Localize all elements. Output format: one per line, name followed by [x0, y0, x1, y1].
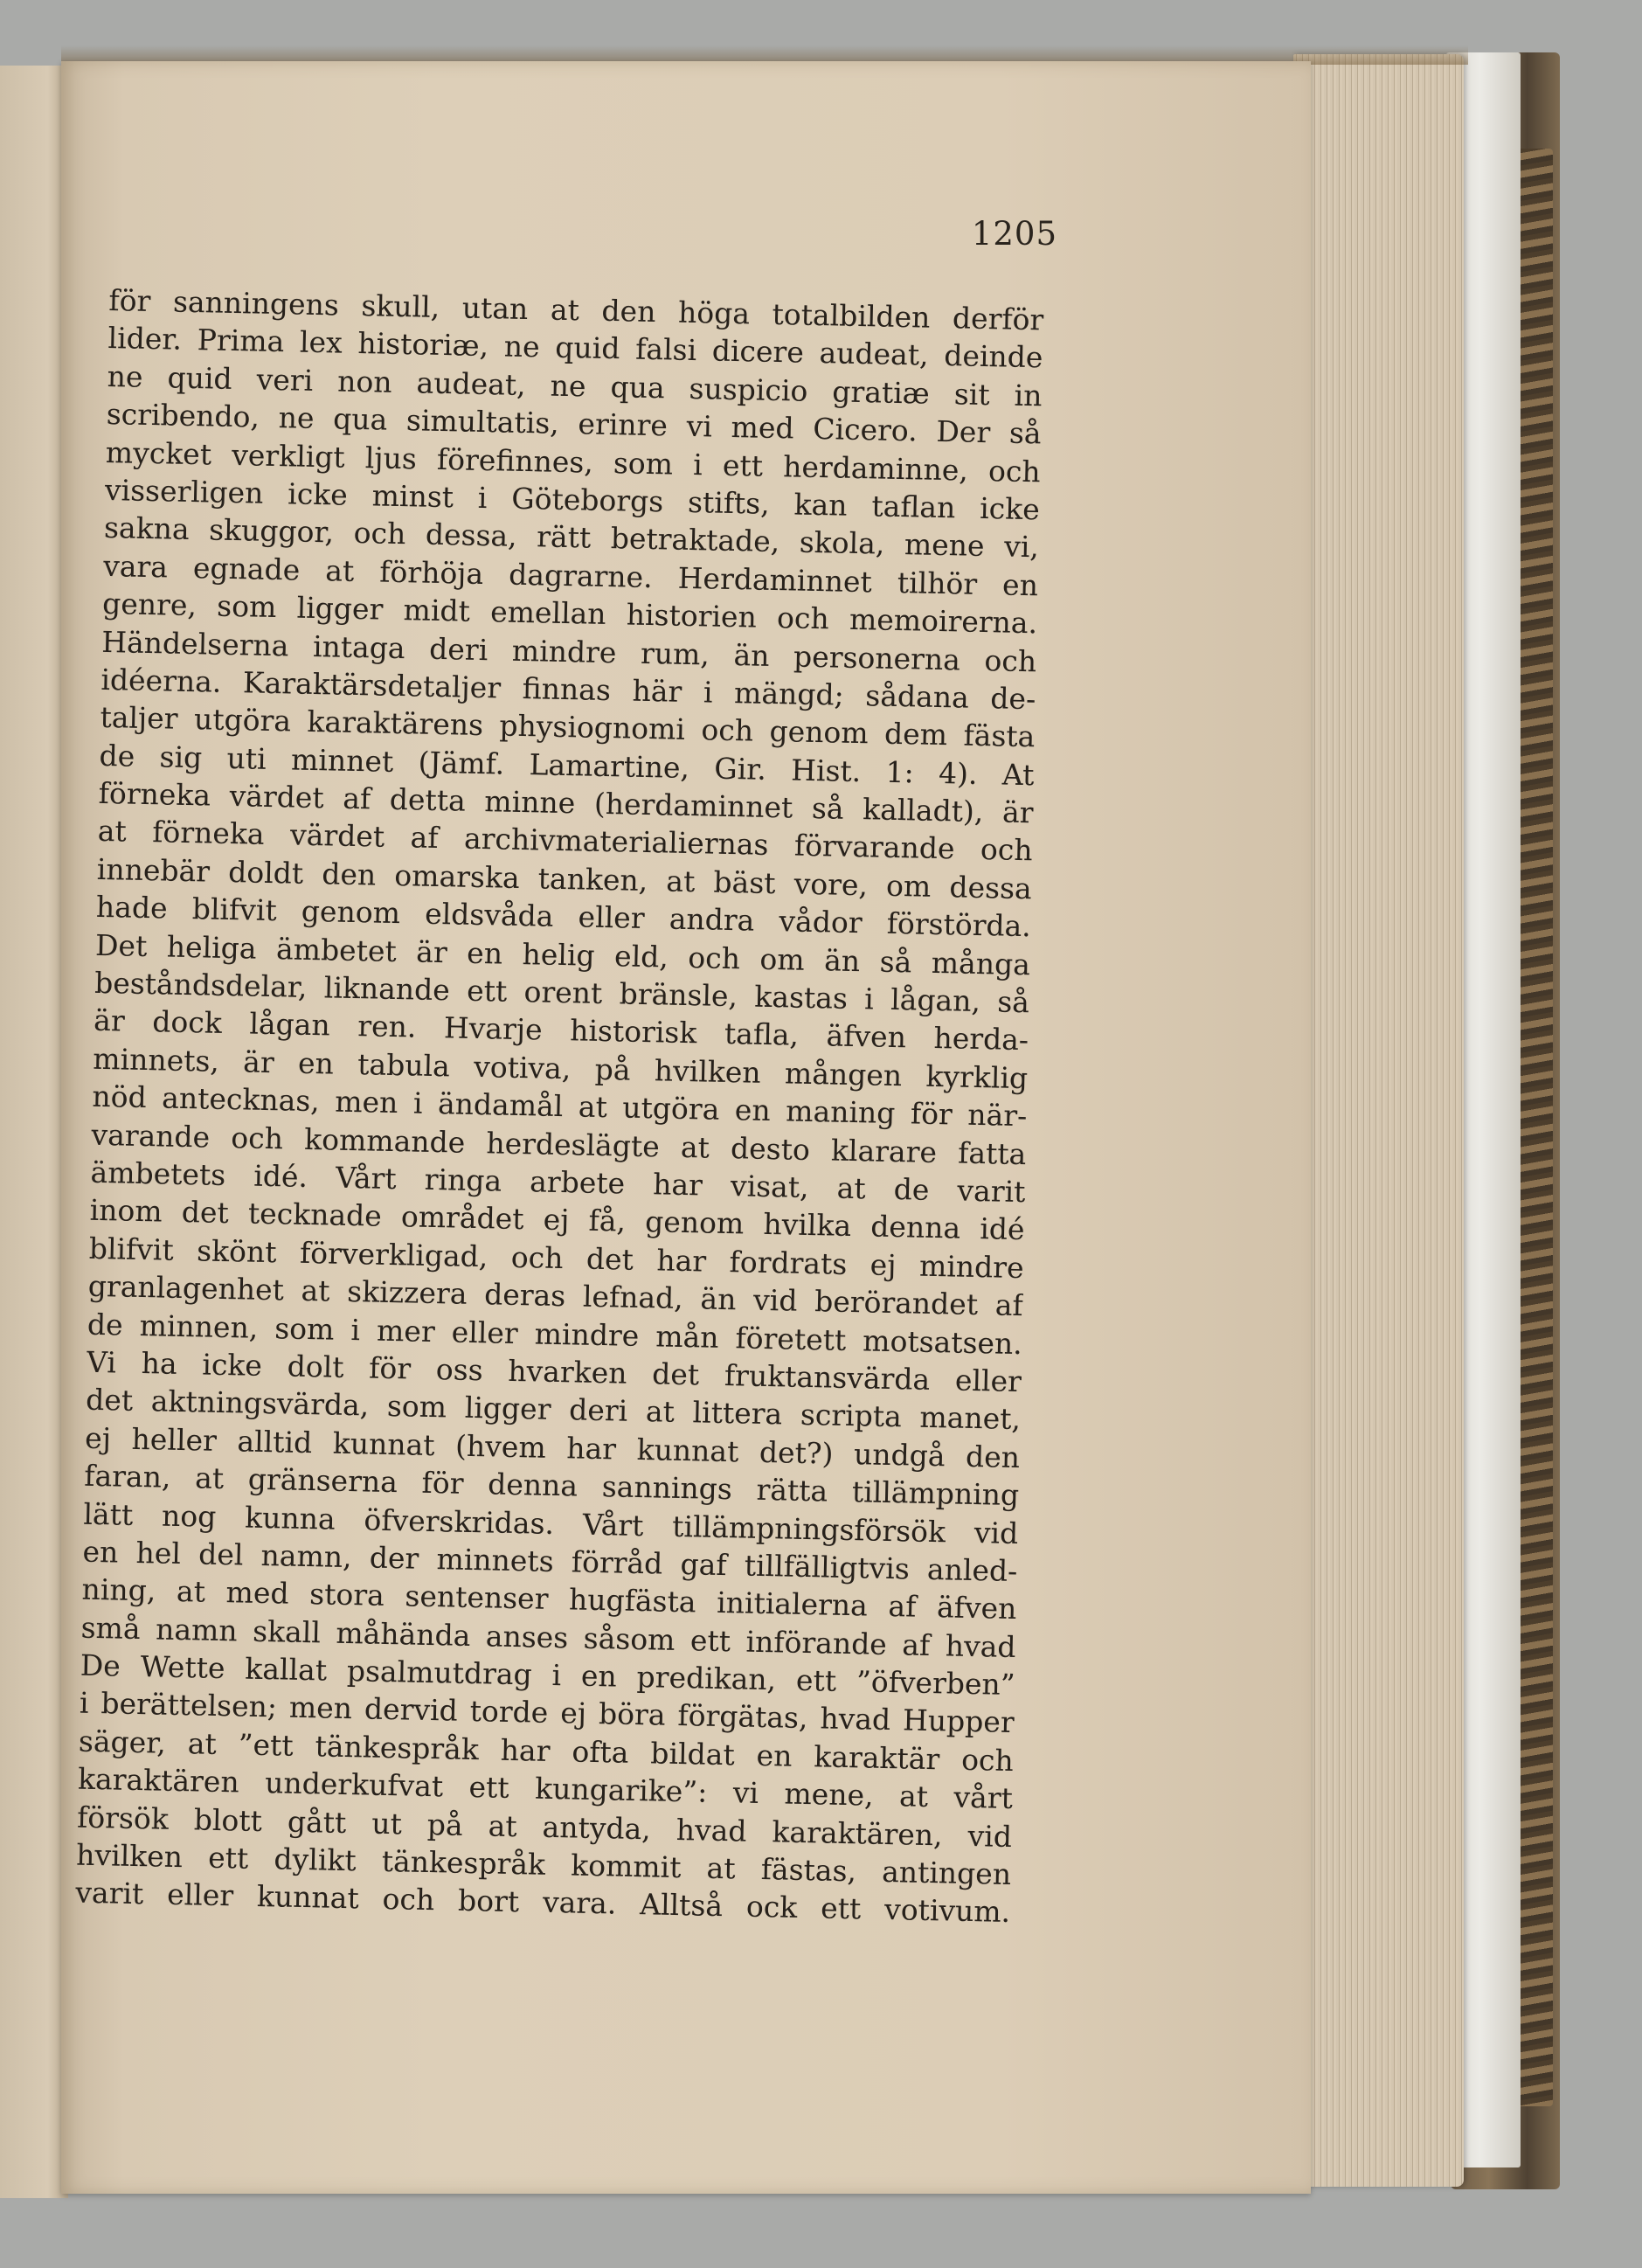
text-line: varande och kommande herdeslägte at desto klarare fatta	[91, 1117, 1027, 1171]
text-line: ning, at med stora sentenser hugfästa initialerna af äfven	[81, 1571, 1017, 1626]
text-line: blifvit skönt förverkligad, och det har fordrats ej mindre	[88, 1231, 1025, 1285]
text-line: lider. Prima lex historiæ, ne quid falsi dicere audeat, deinde	[107, 321, 1043, 375]
text-line: en hel del namn, der minnets förråd gaf tillfälligtvis anled-	[82, 1534, 1018, 1588]
text-line: Händelserna intaga deri mindre rum, än personerna och	[100, 624, 1037, 678]
text-line: at förneka värdet af archivmaterialiernas förvarande och	[97, 814, 1034, 868]
text-line: försök blott gått ut på at antyda, hvad karaktären, vid	[76, 1800, 1013, 1854]
text-line: genre, som ligger midt emellan historien och memoirerna.	[101, 586, 1038, 641]
text-line: faran, at gränserna för denna sannings rätta tillämpning	[83, 1458, 1020, 1513]
text-line: säger, at ”ett tänkespråk har ofta bildat en karaktär och	[78, 1724, 1015, 1778]
facing-page-edge	[0, 66, 68, 2198]
text-line: ämbetets idé. Vårt ringa arbete har visat, at de varit	[90, 1155, 1026, 1210]
text-line: De Wette kallat psalmutdrag i en predikan, ett ”öfverben”	[80, 1647, 1016, 1703]
page-number: 1205	[971, 215, 1057, 253]
text-line: de minnen, som i mer eller mindre mån företett motsatsen.	[87, 1307, 1023, 1361]
text-line: det aktningsvärda, som ligger deri at littera scripta manet,	[85, 1383, 1022, 1437]
text-line: är dock lågan ren. Hvarje historisk tafla, äfven herda-	[93, 1003, 1029, 1058]
text-line: nöd antecknas, men i ändamål at utgöra en maning för när-	[92, 1079, 1028, 1134]
text-line: visserligen icke minst i Göteborgs stifts, kan taflan icke	[104, 472, 1041, 527]
text-line: scribendo, ne qua simultatis, erinre vi med Cicero. Der så	[106, 397, 1042, 451]
text-line: varit eller kunnat och bort vara. Alltså ock ett votivum.	[74, 1876, 1011, 1930]
text-line: ne quid veri non audeat, ne qua suspicio gratiæ sit in	[107, 358, 1043, 413]
text-line: hvilken ett dylikt tänkespråk kommit at fästas, antingen	[75, 1837, 1012, 1892]
body-text	[75, 281, 1044, 1932]
text-line: inom det tecknade området ej få, genom hvilka denna idé	[89, 1193, 1025, 1247]
text-line: för sanningens skull, utan at den höga totalbilden derför	[108, 282, 1044, 337]
marbled-cover	[1516, 149, 1553, 2106]
text-line: taljer utgöra karaktärens physiognomi och genom dem fästa	[100, 700, 1036, 754]
text-line: karaktären underkufvat ett kungarike”: vi mene, at vårt	[77, 1761, 1014, 1816]
text-line: minnets, är en tabula votiva, på hvilken mången kyrklig	[92, 1041, 1029, 1096]
text-line: ej heller alltid kunnat (hvem har kunnat det?) undgå den	[84, 1420, 1021, 1474]
page-edges	[1293, 54, 1464, 2187]
text-line: i berättelsen; men dervid torde ej böra förgätas, hvad Hupper	[79, 1686, 1015, 1740]
text-line: lätt nog kunna öfverskridas. Vårt tillämpningsförsök vid	[83, 1496, 1019, 1550]
text-line: vara egnade at förhöja dagrarne. Herdaminnet tilhör en	[102, 548, 1039, 603]
text-line: Vi ha icke dolt för oss hvarken det fruktansvärda eller	[86, 1344, 1022, 1399]
text-line: idéerna. Karaktärsdetaljer finnas här i mängd; sådana de-	[100, 662, 1036, 717]
text-line: mycket verkligt ljus förefinnes, som i ett herdaminne, och	[105, 434, 1042, 489]
text-line: sakna skuggor, och dessa, rätt betraktade, skola, mene vi,	[103, 510, 1040, 565]
text-line: granlagenhet at skizzera deras lefnad, än vid berörandet af	[87, 1268, 1024, 1323]
text-line: beståndsdelar, liknande ett orent bränsle, kastas i lågan, så	[94, 965, 1030, 1020]
text-line: förneka värdet af detta minne (herdaminnet så kalladt), är	[98, 775, 1034, 830]
text-line: små namn skall måhända anses såsom ett införande af hvad	[80, 1610, 1016, 1664]
text-line: hade blifvit genom eldsvåda eller andra vådor förstörda.	[95, 890, 1032, 944]
text-line: de sig uti minnet (Jämf. Lamartine, Gir. Hist. 1: 4). At	[99, 738, 1035, 792]
text-line: Det heliga ämbetet är en helig eld, och om än så många	[94, 927, 1031, 981]
text-line: innebär doldt den omarska tanken, at bäst vore, om dessa	[96, 851, 1033, 906]
